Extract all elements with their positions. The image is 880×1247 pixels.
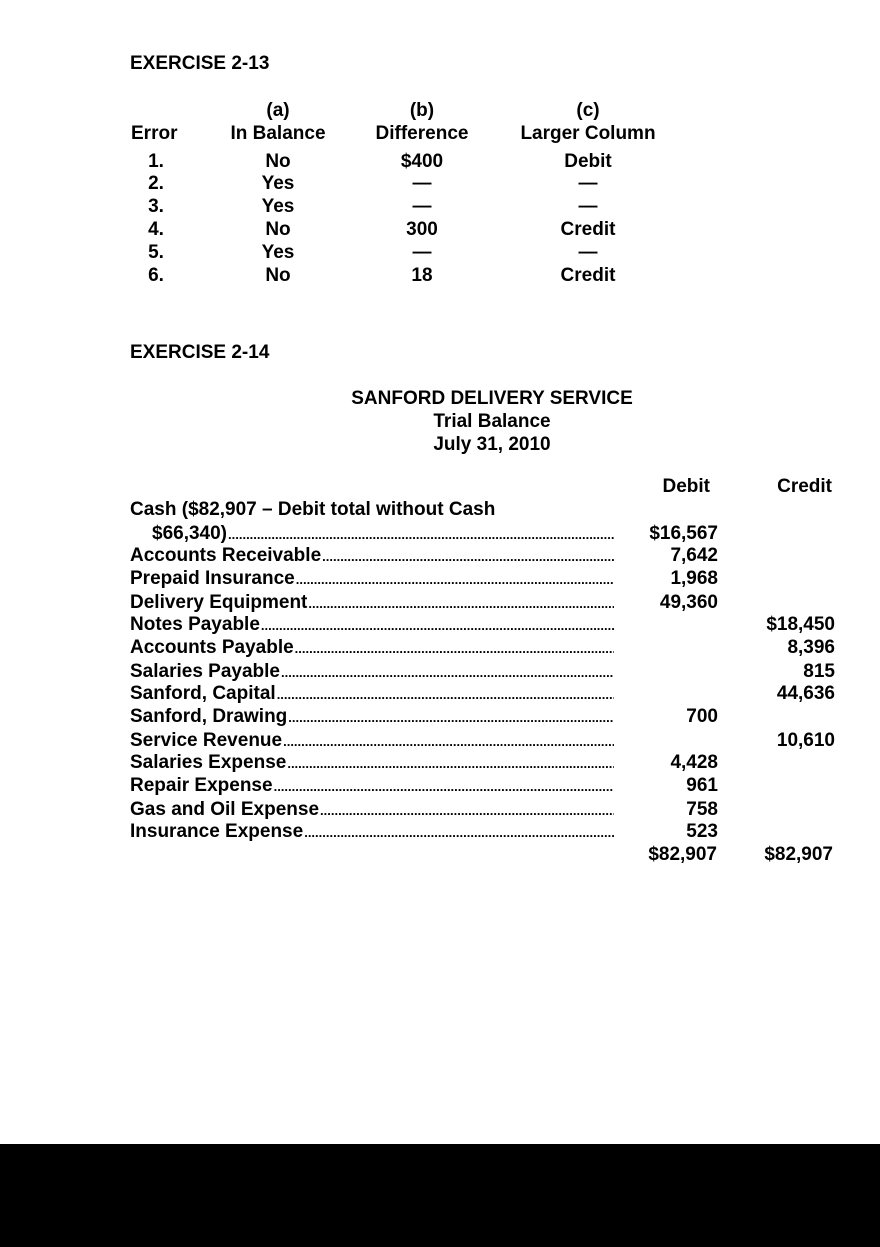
leader-dots — [228, 527, 614, 542]
account-name: Accounts Payable — [130, 637, 294, 658]
account-name: Insurance Expense — [130, 821, 304, 842]
total-debit: $82,907 — [648, 844, 717, 865]
leader-dots — [295, 641, 614, 656]
cash-debit: $16,567 — [649, 523, 718, 544]
credit-amount: 8,396 — [787, 637, 835, 658]
difference-value: — — [412, 173, 432, 194]
account-row — [130, 545, 614, 567]
exercise-2-14-heading: EXERCISE 2-14 — [130, 342, 270, 363]
in-balance-value: Yes — [261, 173, 295, 194]
account-name: Accounts Receivable — [130, 545, 322, 566]
col-a-label: In Balance — [230, 123, 326, 144]
account-name: Prepaid Insurance — [130, 568, 295, 589]
debit-column-header: Debit — [662, 476, 710, 497]
larger-column-value: — — [578, 242, 598, 263]
leader-dots — [304, 825, 614, 840]
account-name: Repair Expense — [130, 775, 273, 796]
account-name: Salaries Payable — [130, 661, 280, 682]
difference-value: 300 — [406, 219, 438, 240]
leader-dots — [322, 549, 614, 564]
debit-amount: 49,360 — [659, 592, 718, 613]
col-b-sub: (b) — [409, 100, 435, 121]
account-row — [130, 568, 614, 590]
difference-value: $400 — [400, 151, 444, 172]
error-number: 4. — [148, 219, 164, 240]
account-row — [130, 614, 614, 636]
difference-value: 18 — [411, 265, 433, 286]
account-name: Sanford, Drawing — [130, 706, 288, 727]
debit-amount: 1,968 — [670, 568, 718, 589]
account-name: Notes Payable — [130, 614, 260, 635]
leader-dots — [296, 572, 614, 587]
larger-column-value: — — [578, 173, 598, 194]
debit-amount: 961 — [686, 775, 718, 796]
leader-dots — [277, 687, 614, 702]
debit-amount: 4,428 — [670, 752, 718, 773]
cash-account-line1: Cash ($82,907 – Debit total without Cash — [130, 499, 496, 520]
leader-dots — [288, 710, 614, 725]
account-row — [130, 661, 614, 683]
account-row — [130, 821, 614, 843]
larger-column-value: Credit — [560, 219, 616, 240]
company-name: SANFORD DELIVERY SERVICE — [351, 388, 633, 409]
error-number: 6. — [148, 265, 164, 286]
debit-amount: 7,642 — [670, 545, 718, 566]
in-balance-value: No — [265, 265, 291, 286]
error-number: 2. — [148, 173, 164, 194]
col-b-label: Difference — [375, 123, 469, 144]
leader-dots — [261, 618, 614, 633]
debit-amount: 523 — [686, 821, 718, 842]
credit-column-header: Credit — [777, 476, 832, 497]
col-error-label: Error — [131, 123, 178, 144]
leader-dots — [308, 596, 614, 611]
account-name: Delivery Equipment — [130, 592, 308, 613]
statement-title: Trial Balance — [433, 411, 551, 432]
account-row — [130, 799, 614, 821]
leader-dots — [274, 779, 614, 794]
error-number: 1. — [148, 151, 164, 172]
debit-amount: 758 — [686, 799, 718, 820]
leader-dots — [283, 734, 614, 749]
exercise-2-13-heading: EXERCISE 2-13 — [130, 53, 270, 74]
credit-amount: 10,610 — [776, 730, 835, 751]
cash-account-line2: $66,340) — [152, 523, 228, 544]
leader-dots — [281, 665, 614, 680]
cash-account-row — [152, 523, 614, 545]
error-number: 5. — [148, 242, 164, 263]
account-row — [130, 775, 614, 797]
leader-dots — [320, 803, 614, 818]
credit-amount: $18,450 — [766, 614, 835, 635]
larger-column-value: Credit — [560, 265, 616, 286]
account-row — [130, 706, 614, 728]
statement-date: July 31, 2010 — [433, 434, 551, 455]
col-c-label: Larger Column — [520, 123, 656, 144]
in-balance-value: No — [265, 219, 291, 240]
credit-amount: 44,636 — [776, 683, 835, 704]
larger-column-value: — — [578, 196, 598, 217]
account-row — [130, 752, 614, 774]
in-balance-value: Yes — [261, 242, 295, 263]
account-name: Service Revenue — [130, 730, 283, 751]
col-c-sub: (c) — [576, 100, 600, 121]
bottom-black-bar — [0, 1144, 880, 1247]
difference-value: — — [412, 242, 432, 263]
account-name: Sanford, Capital — [130, 683, 276, 704]
error-number: 3. — [148, 196, 164, 217]
account-row — [130, 730, 614, 752]
account-row — [130, 592, 614, 614]
account-row — [130, 683, 614, 705]
account-name: Salaries Expense — [130, 752, 287, 773]
total-credit: $82,907 — [764, 844, 833, 865]
credit-amount: 815 — [803, 661, 835, 682]
in-balance-value: No — [265, 151, 291, 172]
in-balance-value: Yes — [261, 196, 295, 217]
leader-dots — [287, 756, 614, 771]
col-a-sub: (a) — [266, 100, 290, 121]
debit-amount: 700 — [686, 706, 718, 727]
account-row — [130, 637, 614, 659]
difference-value: — — [412, 196, 432, 217]
larger-column-value: Debit — [564, 151, 612, 172]
account-name: Gas and Oil Expense — [130, 799, 320, 820]
